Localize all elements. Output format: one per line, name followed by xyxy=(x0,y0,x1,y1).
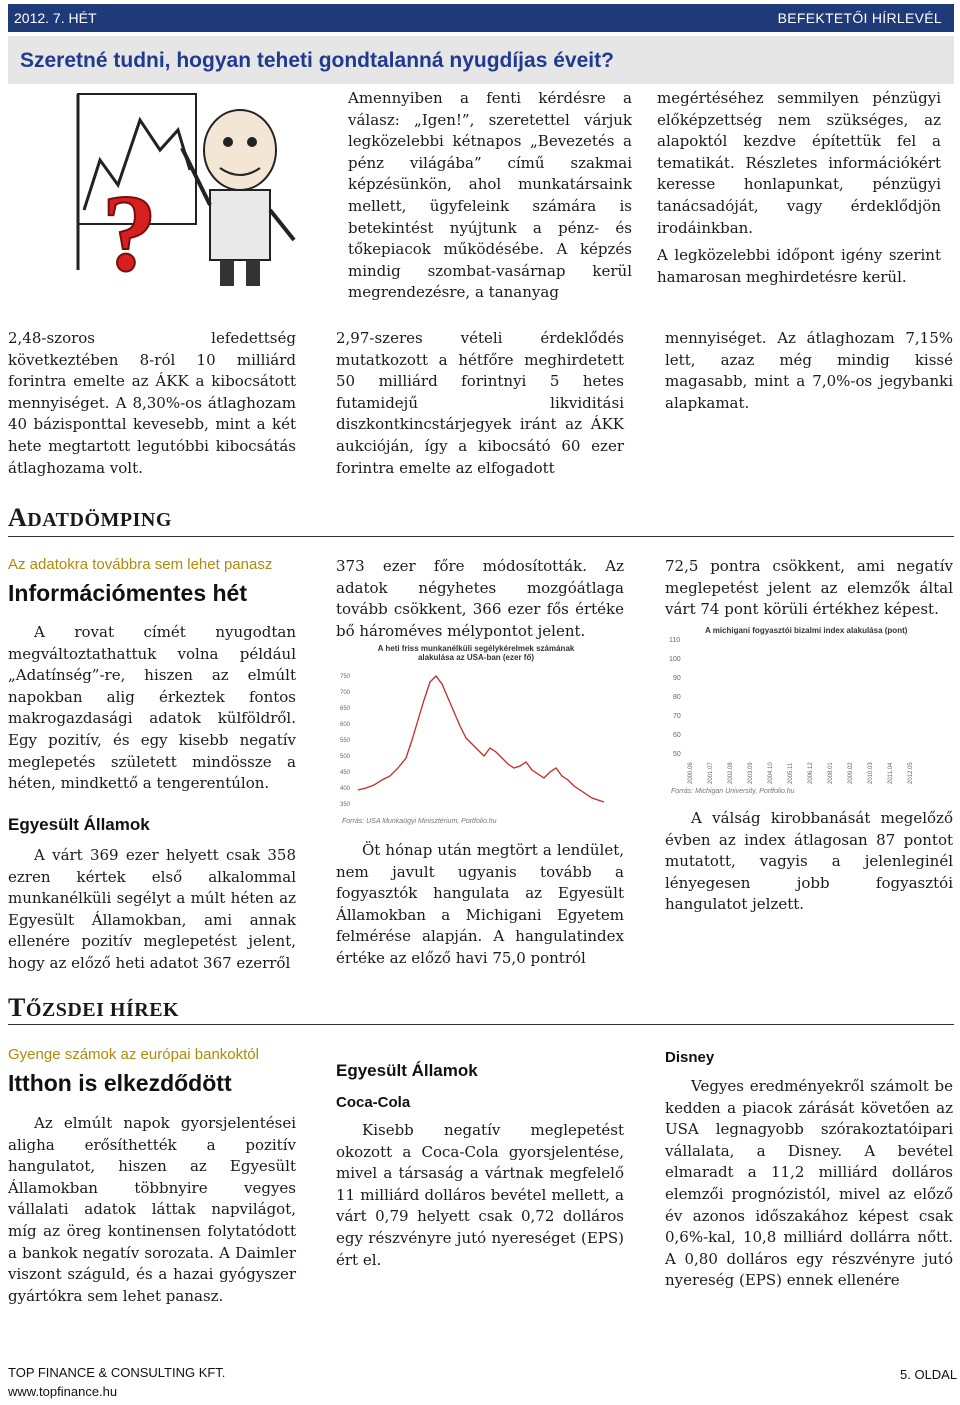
article-paragraph: A rovat címét nyugodtan megváltoztathattuk volna például „Adatínség”-re, hiszen az elmúlt napokban alig érkeztek fontos makrogazdasági adatok külföldről. Egy pozitív, és egy kisebb negatív meglepetés született mindössze a héten, mindkettő a tengerentúlon. xyxy=(8,623,296,793)
issue-date: 2012. 7. HÉT xyxy=(14,10,97,26)
svg-text:2011.04: 2011.04 xyxy=(888,762,894,784)
svg-text:2004.10: 2004.10 xyxy=(768,762,774,784)
promo-note: A legközelebbi időpont igény szerint hamarosan meghirdetésre kerül. xyxy=(657,246,941,286)
footer-website-link[interactable]: www.topfinance.hu xyxy=(8,1384,118,1399)
jobless-claims-chart xyxy=(336,640,624,830)
promo-column-1: Amennyiben a fenti kérdésre a válasz: „Igen!”, szeretettel várjuk legközelebbi kétnapos „Bevezetés a pénz világába” című szakmai képzésünkön, ahol munkatársaink mellett, ügyfeleink számára is betekintést nyújtunk a pénz- és tőkepiacok működésébe. A képzés mindig szombat-vasárnap kerül megrendezésre, a tananyag xyxy=(348,89,632,302)
y-tick-label: 70 xyxy=(673,713,681,720)
section-initial: A xyxy=(8,503,28,532)
y-tick-label: 550 xyxy=(340,738,351,744)
svg-text:2012.05: 2012.05 xyxy=(908,762,914,784)
subhead-usa: Egyesült Államok xyxy=(8,815,150,834)
svg-text:2003.09: 2003.09 xyxy=(748,762,754,784)
section-title-adatdomping xyxy=(8,503,172,533)
y-tick-label: 500 xyxy=(340,754,351,760)
cartoon-illustration xyxy=(70,90,310,290)
svg-text:2009.02: 2009.02 xyxy=(848,762,854,784)
y-tick-label: 60 xyxy=(673,732,681,739)
chart-source: Forrás: Michigan University, Portfolio.hu xyxy=(671,788,795,795)
y-tick-label: 350 xyxy=(340,802,351,808)
section-title-tozsde xyxy=(8,993,179,1023)
article-paragraph: A válság kirobbanását megelőző évben az index átlagosan 87 pontot mutatott, vagyis a jelenleginél lényegesen jobb fogyasztói hangulatot jelzett. xyxy=(665,809,953,914)
svg-text:2010.03: 2010.03 xyxy=(868,762,874,784)
article-paragraph: Az elmúlt napok gyorsjelentései aligha erősíthették a pozitív hangulatot, hiszen az Egyesült Államokban többnyire vegyes vállalati adatok láttak napvilágot, míg az öreg kontinensen folytatódott a bankok negatív sorozata. A Daimler viszont száguld, és a hazai gyógyszer gyártókra sem lehet panasz. xyxy=(8,1114,296,1305)
footer-company: TOP FINANCE & CONSULTING KFT. xyxy=(8,1365,226,1380)
svg-text:2008.01: 2008.01 xyxy=(828,762,834,784)
section-divider xyxy=(8,1024,954,1025)
chart-source: Forrás: USA Munkaügyi Minisztérium, Portfolio.hu xyxy=(342,818,497,825)
y-tick-label: 700 xyxy=(340,690,351,696)
svg-text:?: ? xyxy=(102,172,157,290)
y-tick-label: 100 xyxy=(669,656,681,663)
intro-column-1: 2,48-szoros lefedettség következtében 8-ról 10 milliárd forintra emelte az ÁKK a kibocsátott mennyiséget. A 8,30%-os átlaghozam 40 bázisponttal kevesebb, mint a két hete megtartott legutóbbi kibocsátás átlaghozama volt. xyxy=(8,329,296,477)
y-tick-label: 90 xyxy=(673,675,681,682)
intro-column-3: mennyiséget. Az átlaghozam 7,15% lett, azaz még mindig kissé magasabb, mint a 7,0%-os jegybanki alapkamat. xyxy=(665,329,953,412)
header-bar xyxy=(8,4,954,32)
publication-name: BEFEKTETŐI HÍRLEVÉL xyxy=(777,10,942,26)
chart-title: A michigani fogyasztói bizalmi index alakulása (pont) xyxy=(705,626,908,635)
article-paragraph: A várt 369 ezer helyett csak 358 ezren kértek első alkalommal munkanélküli segélyt a múlt héten az Egyesült Államokban, ami annak ellenére pozitív meglepetést jelent, hogy az előző heti adatot 367 ezerről xyxy=(8,846,296,972)
headline: Itthon is elkezdődött xyxy=(8,1070,232,1096)
michigan-index-chart xyxy=(665,624,953,800)
svg-text:2000.06: 2000.06 xyxy=(688,762,694,784)
subhead-usa: Egyesült Államok xyxy=(336,1061,478,1080)
y-tick-label: 650 xyxy=(340,706,351,712)
kicker: Gyenge számok az európai bankoktól xyxy=(8,1046,259,1063)
y-tick-label: 50 xyxy=(673,751,681,758)
y-tick-label: 450 xyxy=(340,770,351,776)
y-tick-label: 110 xyxy=(669,637,681,644)
banner-title: Szeretné tudni, hogyan teheti gondtalanná nyugdíjas éveit? xyxy=(20,49,614,72)
section-divider xyxy=(8,536,954,537)
chart-title: A heti friss munkanélküli segélykérelmek számának alakulása az USA-ban (ezer fő) xyxy=(377,644,575,662)
article-paragraph: Kisebb negatív meglepetést okozott a Coca-Cola gyorsjelentése, mivel a társaság a vártnak megfelelő 11 milliárd dolláros bevétel mellett, a várt 0,79 helyett csak 0,72 dolláros egy részvényre jutó nyereséget (EPS) ért el. xyxy=(336,1121,624,1269)
company-name: Disney xyxy=(665,1049,715,1066)
svg-text:2005.11: 2005.11 xyxy=(788,762,794,784)
section-initial: T xyxy=(8,993,26,1022)
section-rest: DATDÖMPING xyxy=(27,509,172,531)
page-number: 5. OLDAL xyxy=(900,1367,958,1382)
section-rest: ŐZSDEI HÍREK xyxy=(25,999,180,1021)
promo-column-2 xyxy=(657,88,941,288)
y-tick-label: 600 xyxy=(340,722,351,728)
y-tick-label: 750 xyxy=(340,674,351,680)
article-paragraph: 373 ezer főre módosították. Az adatok négyhetes mozgóátlaga tovább csökkent, 366 ezer fős értéke bő hároméves mélypontot jelent. xyxy=(336,557,624,640)
promo-text: megértéséhez semmilyen pénzügyi előképzettség nem szükséges, az alapoktól kezdve építettük fel a tematikát. Részletes információkért keresse honlapunkat, pénzügyi tanácsadóját, vagy érdeklődjön irodáinkban. xyxy=(657,89,941,237)
y-tick-label: 80 xyxy=(673,694,681,701)
y-tick-label: 400 xyxy=(340,786,351,792)
svg-text:2002.08: 2002.08 xyxy=(728,762,734,784)
promo-banner xyxy=(8,36,954,84)
intro-column-2: 2,97-szeres vételi érdeklődés mutatkozott a hétfőre meghirdetett 50 milliárd forintnyi 5 hetes futamidejű likviditási diszkontkincstárjegyek iránt az ÁKK aukcióján, így a kibocsátó 60 ezer forintra emelte az elfogadott xyxy=(336,329,624,477)
kicker: Az adatokra továbbra sem lehet panasz xyxy=(8,556,273,573)
claims-series-line xyxy=(358,676,604,802)
article-paragraph: Öt hónap után megtört a lendület, nem javult ugyanis tovább a fogyasztók hangulata az Egyesült Államokban a Michigani Egyetem felmérése alapján. A hangulatindex értéke az előző havi 75,0 pontról xyxy=(336,841,624,967)
article-paragraph: 72,5 pontra csökkent, ami negatív meglepetést jelent az elemzők által várt 74 pont körüli értékhez képest. xyxy=(665,557,953,619)
svg-text:2006.12: 2006.12 xyxy=(808,762,814,784)
svg-text:2001.07: 2001.07 xyxy=(708,762,714,784)
article-paragraph: Vegyes eredményekről számolt be kedden a piacok zárását követően az USA legnagyobb szórakoztatóipari vállalata, a Disney. A bevétel elmaradt a 11,2 milliárd dolláros elemzői prognózistól, mivel az előző év azonos időszakához képest csak 0,6%-kal, 10,8 milliárd dollárra nőtt. A 0,80 dolláros egy részvényre jutó nyereség (EPS) ennek ellenére xyxy=(665,1077,953,1290)
company-name: Coca-Cola xyxy=(336,1094,411,1111)
headline: Információmentes hét xyxy=(8,580,247,606)
